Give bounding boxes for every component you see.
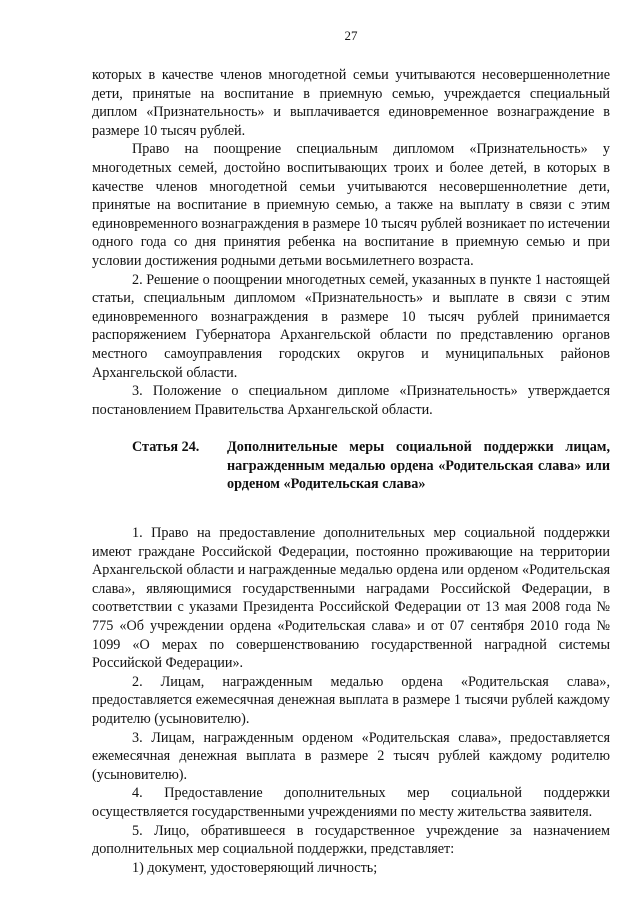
paragraph-article-clause-2: 2. Лицам, награжденным медалью ордена «Родительская слава», предоставляется ежемесячная денежная выплата в размере 1 тысячи рублей каждому родителю (усыновителю). <box>92 673 610 727</box>
paragraph-diploma-right: Право на поощрение специальным дипломом «Признательность» у многодетных семей, достойно воспитывающих троих и более детей, в которых в качестве членов многодетной семьи учитываются несовершеннолетние дети, принятые на воспитание в приемную семью, а также на выплату в связи с этим единовременного вознаграждения в размере 10 тысяч рублей возникает по истечении одного года со дня принятия ребенка на воспитание в приемную семью и при условии достижения родными детьми восьмилетнего возраста. <box>92 141 610 269</box>
paragraph-article-clause-1: 1. Право на предоставление дополнительных мер социальной поддержки имеют граждане Российской Федерации, постоянно проживающие на территории Архангельской области и награжденные медалью ордена или орденом «Родительская слава», являющимися государственными наградами Российской Федерации, в соответствии с указами Президента Российской Федерации от 13 мая 2008 года № 775 «Об учреждении ордена «Родительская слава» и от 07 сентября 2010 года № 1099 «О мерах по совершенствованию государственной наградной системы Российской Федерации». <box>92 525 610 672</box>
document-page <box>92 28 610 877</box>
list-item-document: 1) документ, удостоверяющий личность; <box>132 859 378 876</box>
paragraph-article-clause-5: 5. Лицо, обратившееся в государственное учреждение за назначением дополнительных мер социальной поддержки, представляет: <box>92 822 610 858</box>
paragraph-article-clause-3: 3. Лицам, награжденным орденом «Родительская слава», предоставляется ежемесячная денежная выплата в размере 2 тысяч рублей каждому родителю (усыновителю). <box>92 729 610 783</box>
article-number: Статья 24. <box>132 439 200 456</box>
article-title: Дополнительные меры социальной поддержки лицам, награжденным медалью ордена «Родительская слава» или орденом «Родительская слава» <box>227 439 610 493</box>
paragraph-clause-3: 3. Положение о специальном дипломе «Признательность» утверждается постановлением Правительства Архангельской области. <box>92 383 610 418</box>
paragraph-continuation: которых в качестве членов многодетной семьи учитываются несовершеннолетние дети, принятые на воспитание в приемную семью, учреждается специальный диплом «Признательность» и выплачивается единовременное вознаграждение в размере 10 тысяч рублей. <box>92 67 610 139</box>
paragraph-clause-2: 2. Решение о поощрении многодетных семей, указанных в пункте 1 настоящей статьи, специальным дипломом «Признательность» и выплате в связи с этим единовременного вознаграждения в размере 10 тысяч рублей принимается распоряжением Губернатора Архангельской области по представлению органов местного самоуправления городских округов и муниципальных районов Архангельской области. <box>92 271 610 381</box>
page-number: 27 <box>344 28 358 43</box>
article-heading <box>92 438 610 494</box>
paragraph-article-clause-4: 4. Предоставление дополнительных мер социальной поддержки осуществляется государственными учреждениями по месту жительства заявителя. <box>92 785 610 820</box>
